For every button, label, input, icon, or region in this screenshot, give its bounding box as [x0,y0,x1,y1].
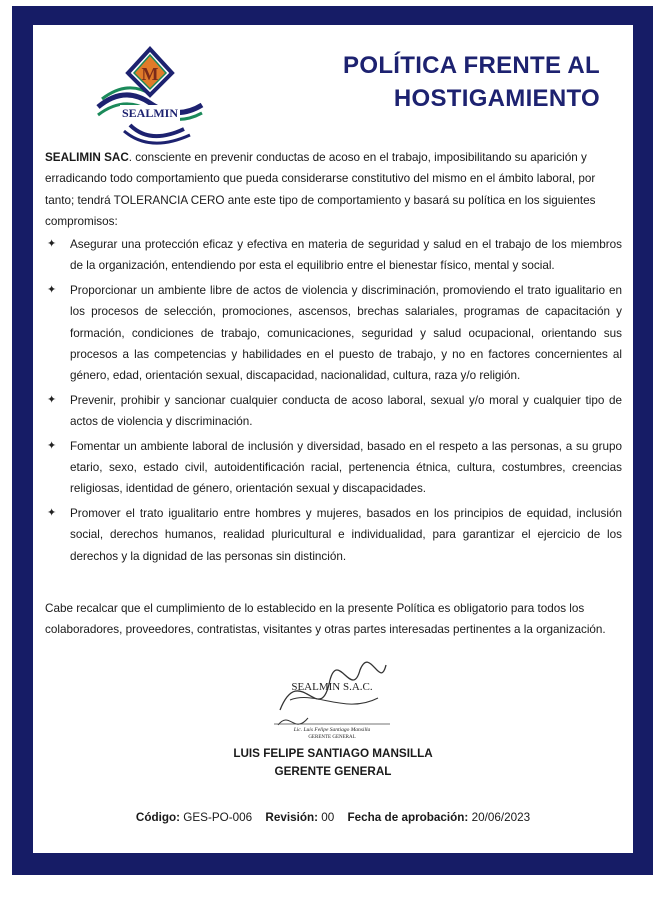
document-footer [33,811,633,824]
title-line-2: HOSTIGAMIENTO [393,85,600,112]
company-name: SEALIMIN SAC [45,151,129,164]
approval-date-value: 20/06/2023 [471,811,531,824]
bullet-icon: ✦ [47,283,57,296]
list-item: ✦ Promover el trato igualitario entre hombres y mujeres, basados en los principios de equidad, inclusión social, derechos humanos, realidad pluricultural e individualidad, para garantizar el ejercicio de los derechos y la dignidad de las personas sin distinción. [45,503,622,567]
title-line-1: POLÍTICA FRENTE AL [343,52,600,79]
commitments-list [45,234,622,570]
document-page [33,25,633,853]
list-item: ✦ Fomentar un ambiente laboral de inclusión y diversidad, basado en el respeto a las personas, a su grupo etario, sexo, estado civil, autoidentificación racial, pertenencia étnica, cultura, costumbres, creencias religiosas, identidad de género, orientación sexual y discapacidades. [45,436,622,500]
revision-value: 00 [321,811,335,824]
document-title [270,49,600,115]
logo-wordmark: SEALMIN [121,106,179,120]
list-item: ✦ Prevenir, prohibir y sancionar cualquier conducta de acoso laboral, sexual y/o moral y cualquier tipo de actos de violencia y discriminación. [45,390,622,433]
list-item: ✦ Asegurar una protección eficaz y efectiva en materia de seguridad y salud en el trabajo de los miembros de la organización, entendiendo por esta el equilibrio entre el bienestar físico, mental y social. [45,234,622,277]
list-item: ✦ Proporcionar un ambiente libre de actos de violencia y discriminación, promoviendo el trato igualitario en los procesos de selección, promociones, ascensos, brechas salariales, programas de capacitación y formación, condiciones de trabajo, comunicaciones, seguridad y salud ocupacional, orientando sus procesos a las competencias y habilidades en el puesto de trabajo, y no en factores concernientes al género, edad, orientación sexual, discapacidad, nacionalidad, cultura, raza y/o religión. [45,280,622,387]
closing-paragraph: Cabe recalcar que el cumplimiento de lo establecido en la presente Política es obligatorio para todos los colaboradores, proveedores, contratistas, visitantes y otras partes interesadas pertinentes a la organización. [45,602,606,637]
bullet-icon: ✦ [47,238,57,250]
logo-letter: M [141,64,159,84]
stamp-role: GERENTE GENERAL [308,735,356,740]
intro-text: . consciente en prevenir conductas de acoso en el trabajo, imposibilitando su aparición y erradicando todo comportamiento que pueda considerarse constitutivo del mismo en el ámbito laboral, por tanto; tendrá TOLERANCIA CERO ante este tipo de comportamiento y basará su política en los siguientes compromisos: [45,151,596,229]
code-label: Código: [135,811,181,824]
bullet-icon: ✦ [47,393,57,406]
revision-label: Revisión: [265,811,319,824]
stamp-signer: Lic. Luis Felipe Santiago Mansilla [293,727,371,733]
bullet-icon: ✦ [47,506,57,519]
stamp-company: SEALMIN S.A.C. [291,681,373,693]
sealmin-logo [94,45,206,153]
signer-name: LUIS FELIPE SANTIAGO MANSILLA [233,747,433,760]
signer-role: GERENTE GENERAL [274,765,392,778]
approval-date-label: Fecha de aprobación: [347,811,469,824]
signature-stamp [260,640,400,740]
code-value: GES-PO-006 [183,811,253,824]
page-border [12,6,653,875]
intro-paragraph [45,147,622,233]
bullet-icon: ✦ [47,439,57,452]
